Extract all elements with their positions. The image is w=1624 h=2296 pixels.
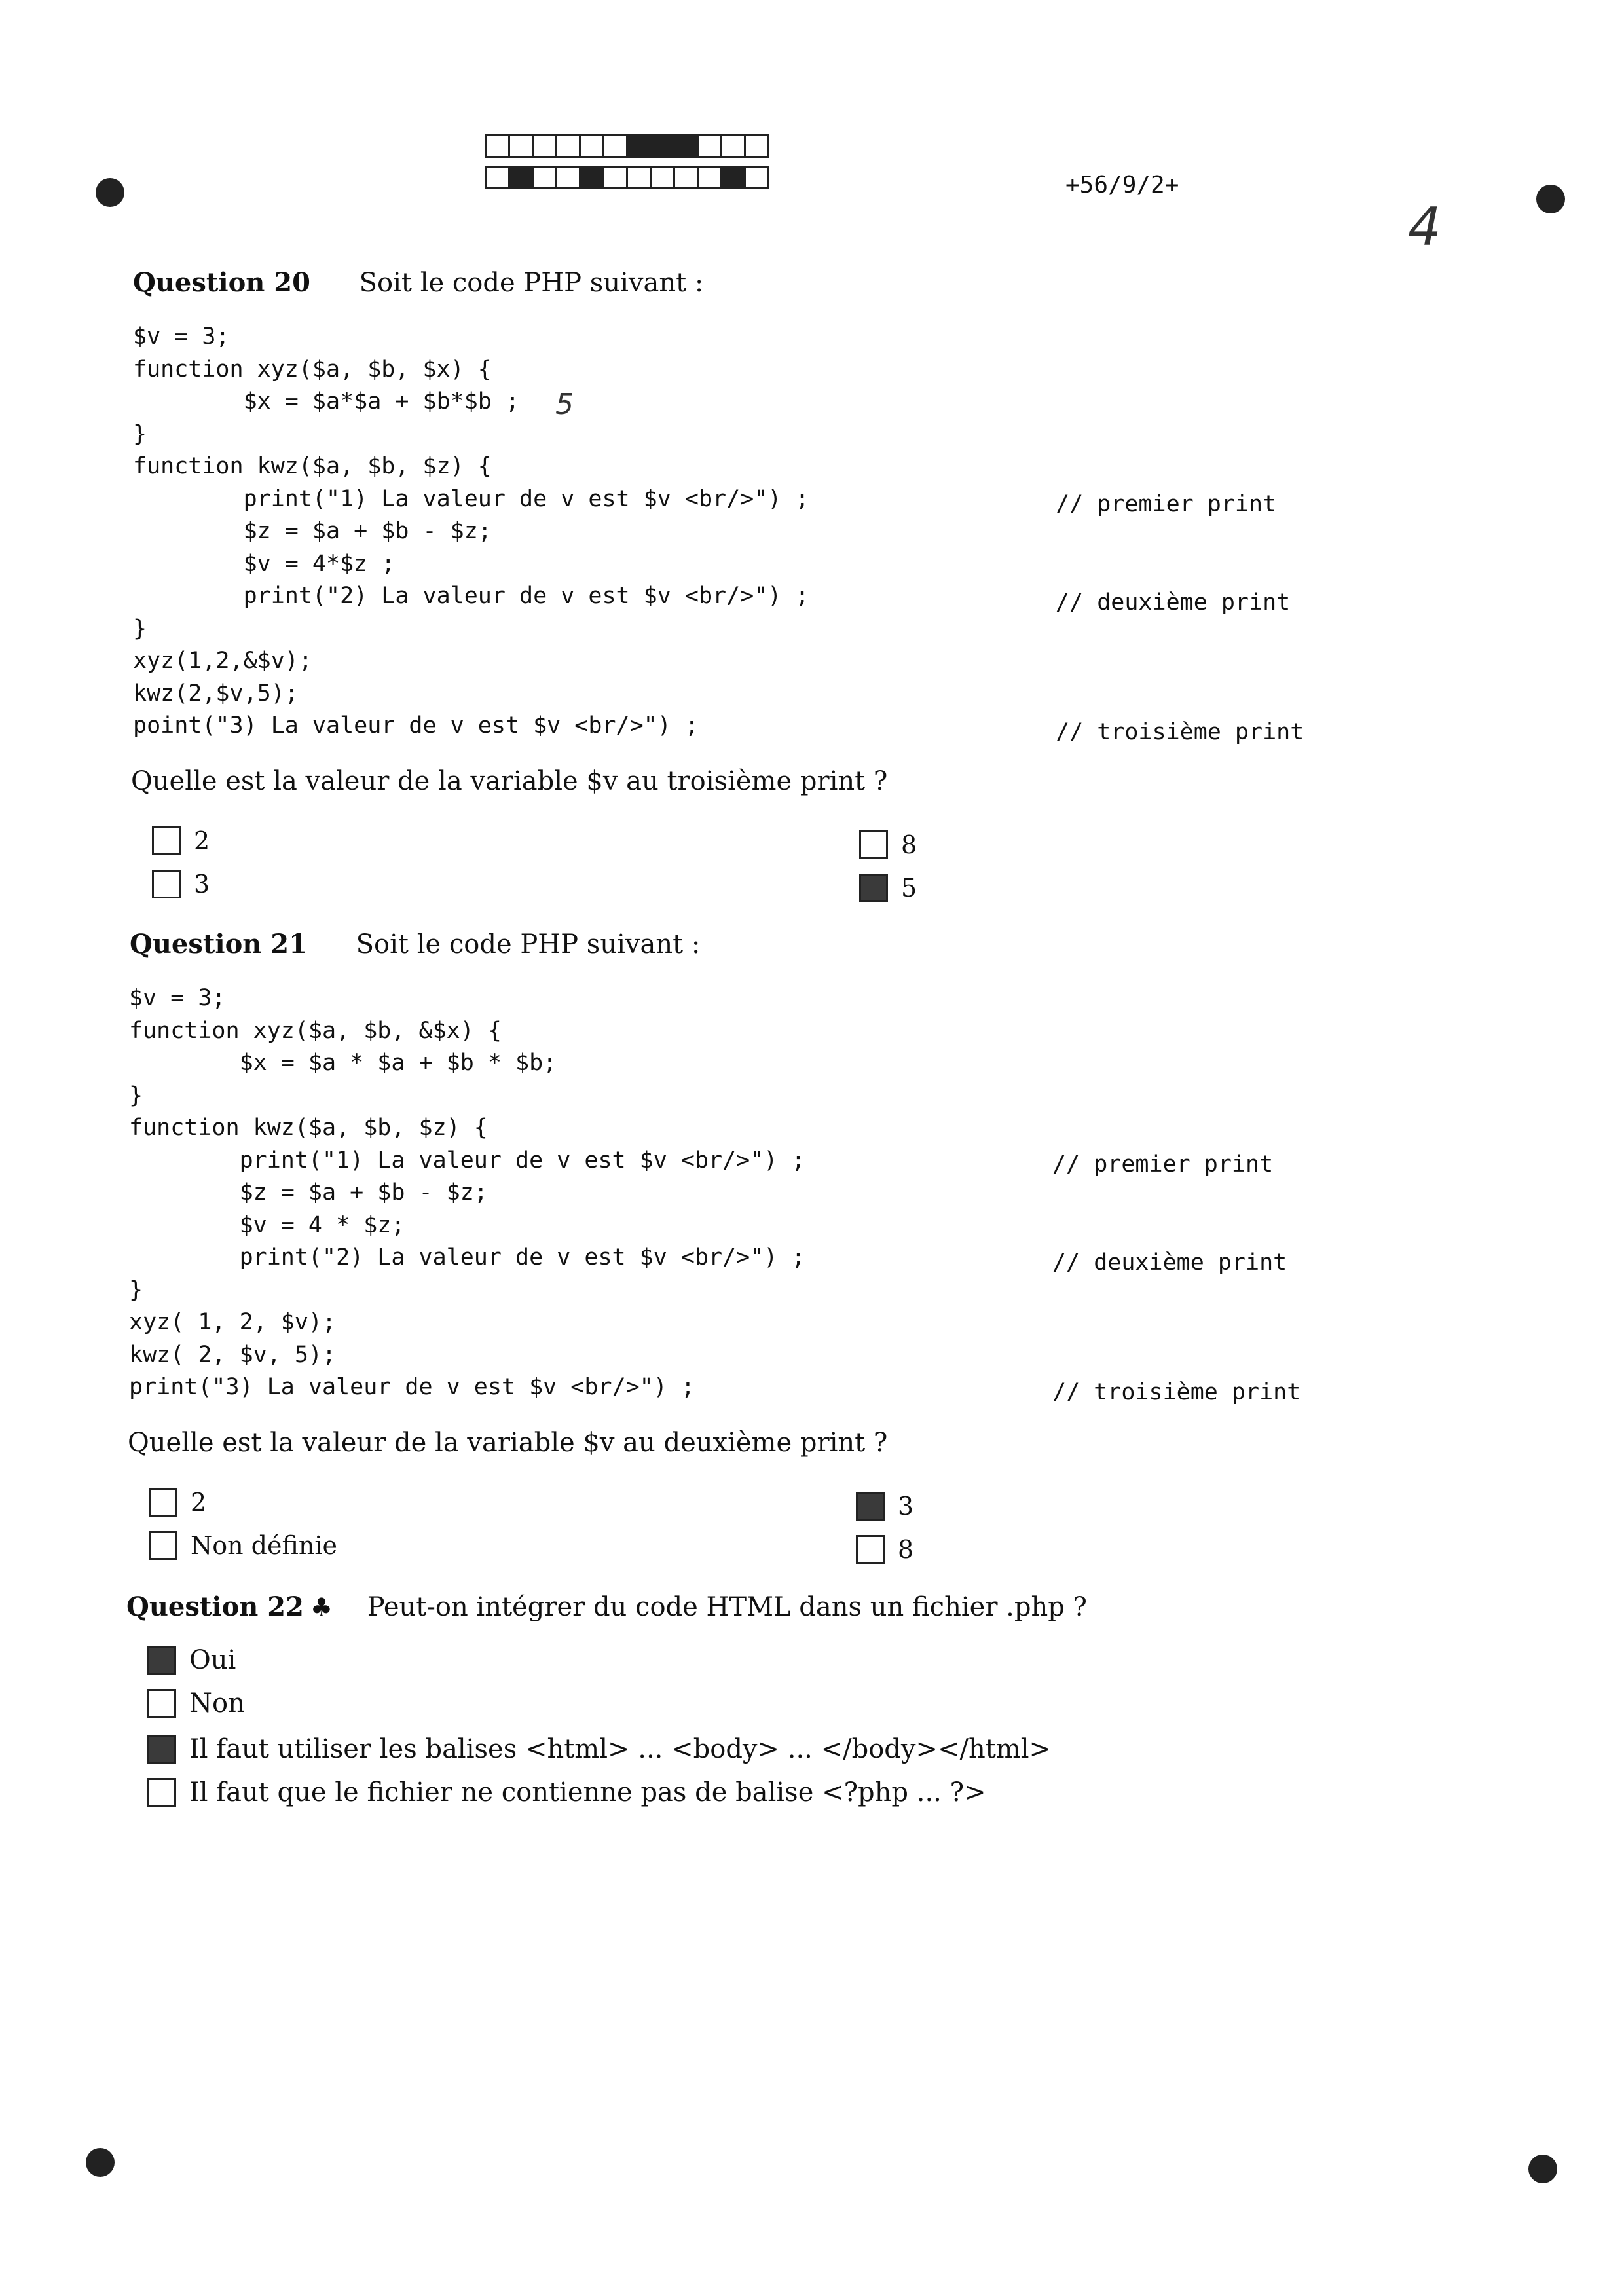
checkbox[interactable]	[152, 870, 181, 898]
option-label: Oui	[189, 1645, 236, 1675]
club-icon: ♣	[310, 1592, 333, 1621]
answer-option[interactable]	[149, 1531, 337, 1560]
registration-mark-top-right	[1536, 185, 1565, 213]
handwritten-annotation: 5	[555, 388, 574, 421]
option-label: Il faut utiliser les balises <html> ... <body> ... </body></html>	[189, 1734, 1052, 1764]
page-id: +56/9/2+	[1065, 172, 1179, 198]
question-prompt: Quelle est la valeur de la variable $v au deuxième print ?	[128, 1428, 888, 1458]
handwritten-mark: 4	[1408, 196, 1441, 257]
option-label: 5	[901, 874, 917, 902]
answer-option[interactable]	[152, 826, 210, 855]
barcode-row-top	[485, 134, 767, 158]
comment-premier-print: // premier print	[1052, 1151, 1274, 1177]
registration-mark-bottom-left	[86, 2148, 115, 2177]
answer-option[interactable]	[859, 874, 917, 902]
registration-mark-top-left	[96, 178, 124, 207]
option-label: 3	[194, 870, 210, 898]
answer-option[interactable]	[859, 830, 917, 859]
option-label: 2	[191, 1488, 207, 1517]
checkbox-checked[interactable]	[859, 874, 888, 902]
checkbox[interactable]	[149, 1531, 177, 1560]
comment-troisieme-print: // troisième print	[1056, 719, 1304, 745]
comment-troisieme-print: // troisième print	[1052, 1379, 1301, 1405]
checkbox[interactable]	[149, 1488, 177, 1517]
question-number: Question 20	[133, 267, 310, 298]
question-intro: Soit le code PHP suivant :	[356, 929, 701, 959]
option-label: Il faut que le fichier ne contienne pas de balise <?php ... ?>	[189, 1777, 986, 1807]
answer-option[interactable]	[856, 1492, 913, 1521]
checkbox-checked[interactable]	[147, 1735, 176, 1764]
option-label: 8	[901, 830, 917, 859]
comment-premier-print: // premier print	[1056, 491, 1277, 517]
option-label: 8	[898, 1535, 914, 1564]
comment-deuxieme-print: // deuxième print	[1056, 589, 1291, 616]
answer-option[interactable]	[149, 1488, 206, 1517]
option-label: 3	[898, 1492, 914, 1521]
question-21-header	[130, 929, 700, 959]
question-intro: Soit le code PHP suivant :	[359, 268, 704, 298]
answer-option[interactable]	[152, 870, 210, 898]
checkbox[interactable]	[152, 826, 181, 855]
answer-option[interactable]	[147, 1777, 986, 1807]
comment-deuxieme-print: // deuxième print	[1052, 1250, 1287, 1276]
option-label: 2	[194, 826, 210, 855]
checkbox-checked[interactable]	[147, 1646, 176, 1675]
answer-option[interactable]	[147, 1645, 236, 1675]
checkbox[interactable]	[859, 830, 888, 859]
question-number: Question 21	[130, 929, 307, 959]
answer-option[interactable]	[856, 1535, 913, 1564]
code-block-q20: $v = 3; function xyz($a, $b, $x) { $x = $a*$a + $b*$b ; } function kwz($a, $b, $z) { print("1) La valeur de v est $v <br/>") ; $z = $a + $b - $z; $v = 4*$z ; print("2) La valeur de v est $v <br/>") ; } xyz(1,2,&$v); kwz(2,$v,5); point("3) La valeur de v est $v <br/>") ;	[133, 324, 809, 739]
checkbox[interactable]	[147, 1689, 176, 1718]
checkbox-checked[interactable]	[856, 1492, 885, 1521]
registration-mark-bottom-right	[1528, 2155, 1557, 2183]
question-prompt: Quelle est la valeur de la variable $v au troisième print ?	[131, 766, 888, 796]
code-block-q21: $v = 3; function xyz($a, $b, &$x) { $x = $a * $a + $b * $b; } function kwz($a, $b, $z) { print("1) La valeur de v est $v <br/>") ; $z = $a + $b - $z; $v = 4 * $z; print("2) La valeur de v est $v <br/>") ; } xyz( 1, 2, $v); kwz( 2, $v, 5); print("3) La valeur de v est $v <br/>") ;	[129, 985, 805, 1400]
checkbox[interactable]	[856, 1535, 885, 1564]
answer-option[interactable]	[147, 1734, 1051, 1764]
question-20-header	[133, 267, 703, 298]
question-22-header	[126, 1591, 1087, 1622]
checkbox[interactable]	[147, 1778, 176, 1807]
question-number: Question 22 ♣	[126, 1591, 333, 1622]
option-label: Non définie	[191, 1531, 337, 1560]
answer-option[interactable]	[147, 1688, 245, 1718]
barcode-row-bottom	[485, 166, 767, 189]
option-label: Non	[189, 1688, 245, 1718]
question-prompt: Peut-on intégrer du code HTML dans un fichier .php ?	[367, 1592, 1087, 1622]
